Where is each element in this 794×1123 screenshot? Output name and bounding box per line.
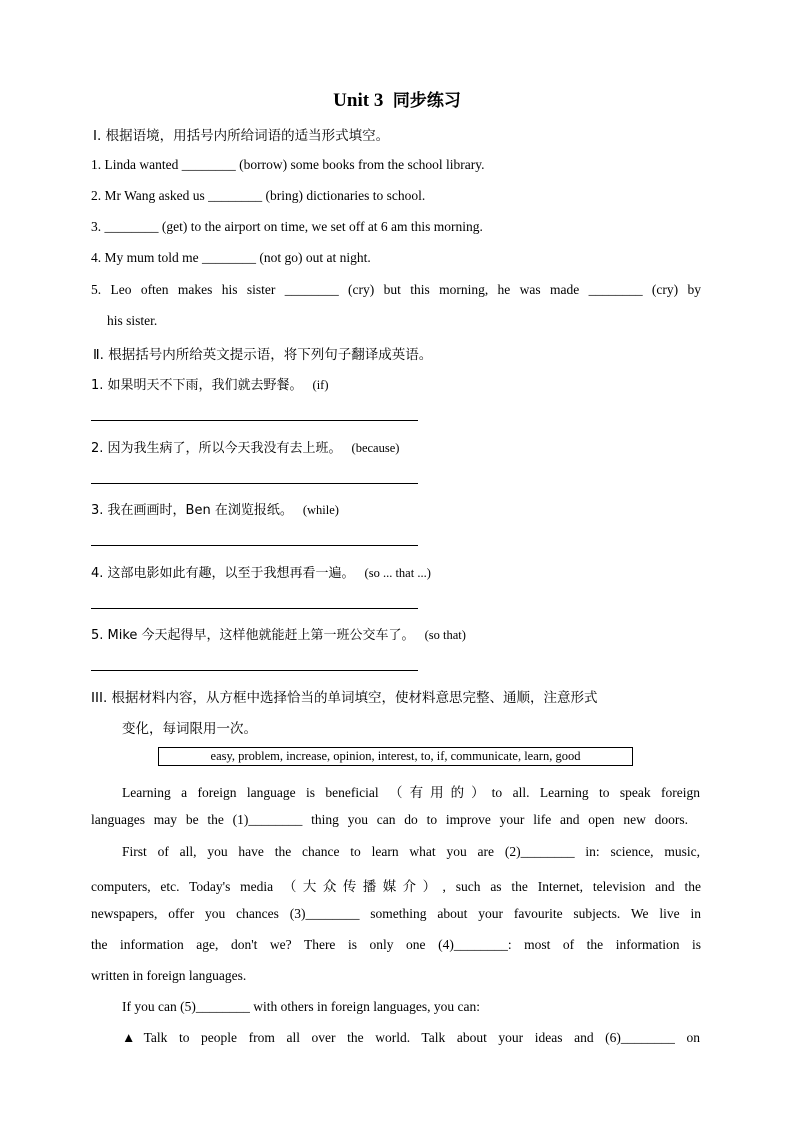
translation-item-3: [91, 499, 339, 518]
section-1-item-2: 2. Mr Wang asked us ________ (bring) dictionaries to school.: [91, 188, 426, 203]
passage-line-5: newspapers, offer you chances (3)________ something about your favourite subjects. We live in: [91, 906, 701, 921]
translation-item-1: [91, 374, 329, 393]
title-unit: Unit 3: [333, 90, 384, 111]
passage-line-2: languages may be the (1)________ thing you can do to improve your life and open new doors.: [91, 812, 688, 827]
passage-line-6: the information age, don't we? There is only one (4)________: most of the information is: [91, 937, 701, 952]
translation-hint: (if): [312, 378, 329, 392]
section-1-item-3: 3. ________ (get) to the airport on time, we set off at 6 am this morning.: [91, 219, 483, 234]
answer-line-2[interactable]: [91, 483, 418, 484]
translation-item-2: [91, 437, 399, 456]
answer-line-5[interactable]: [91, 670, 418, 671]
passage-line-8: If you can (5)________ with others in foreign languages, you can:: [122, 999, 481, 1014]
passage-line-4: computers, etc. Today's media （大众传播媒介）, such as the Internet, television and the: [91, 879, 701, 894]
translation-hint: (because): [351, 441, 400, 455]
section-2-heading: Ⅱ. 根据括号内所给英文提示语，将下列句子翻译成英语。: [93, 347, 433, 363]
section-1-item-4: 4. My mum told me ________ (not go) out at night.: [91, 250, 371, 265]
section-1-item-1: 1. Linda wanted ________ (borrow) some books from the school library.: [91, 157, 485, 172]
translation-text: 1. 如果明天不下雨，我们就去野餐。: [91, 378, 303, 393]
section-1-item-5: 5. Leo often makes his sister ________ (cry) but this morning, he was made ________ (cry) by: [91, 282, 701, 297]
translation-hint: (while): [302, 503, 339, 517]
title-cn: 同步练习: [392, 91, 461, 111]
section-1-heading: Ⅰ. 根据语境，用括号内所给词语的适当形式填空。: [93, 128, 390, 144]
word-bank-box: easy, problem, increase, opinion, interest, to, if, communicate, learn, good: [158, 747, 633, 766]
translation-item-4: [91, 562, 431, 581]
passage-line-3: First of all, you have the chance to learn what you are (2)________ in: science, music,: [122, 844, 700, 859]
answer-line-3[interactable]: [91, 545, 418, 546]
section-3-heading-line-2: 变化，每词限用一次。: [122, 721, 257, 737]
passage-line-9: ▲Talk to people from all over the world. Talk about your ideas and (6)________ on: [122, 1030, 700, 1045]
translation-hint: (so ... that ...): [364, 566, 431, 580]
passage-line-1: Learning a foreign language is beneficial （有用的）to all. Learning to speak foreign: [122, 785, 700, 800]
section-3-heading-line-1: III. 根据材料内容，从方框中选择恰当的单词填空，使材料意思完整、通顺，注意形式: [91, 690, 598, 706]
translation-hint: (so that): [424, 628, 466, 642]
answer-line-4[interactable]: [91, 608, 418, 609]
translation-text: 5. Mike 今天起得早，这样他就能赶上第一班公交车了。: [91, 628, 415, 643]
translation-item-5: [91, 624, 466, 643]
translation-text: 3. 我在画画时，Ben 在浏览报纸。: [91, 503, 293, 518]
passage-line-7: written in foreign languages.: [91, 968, 247, 983]
translation-text: 4. 这部电影如此有趣，以至于我想再看一遍。: [91, 566, 355, 581]
translation-text: 2. 因为我生病了，所以今天我没有去上班。: [91, 441, 342, 456]
section-1-item-5-cont: his sister.: [107, 313, 158, 328]
answer-line-1[interactable]: [91, 420, 418, 421]
page-title: [0, 86, 794, 112]
